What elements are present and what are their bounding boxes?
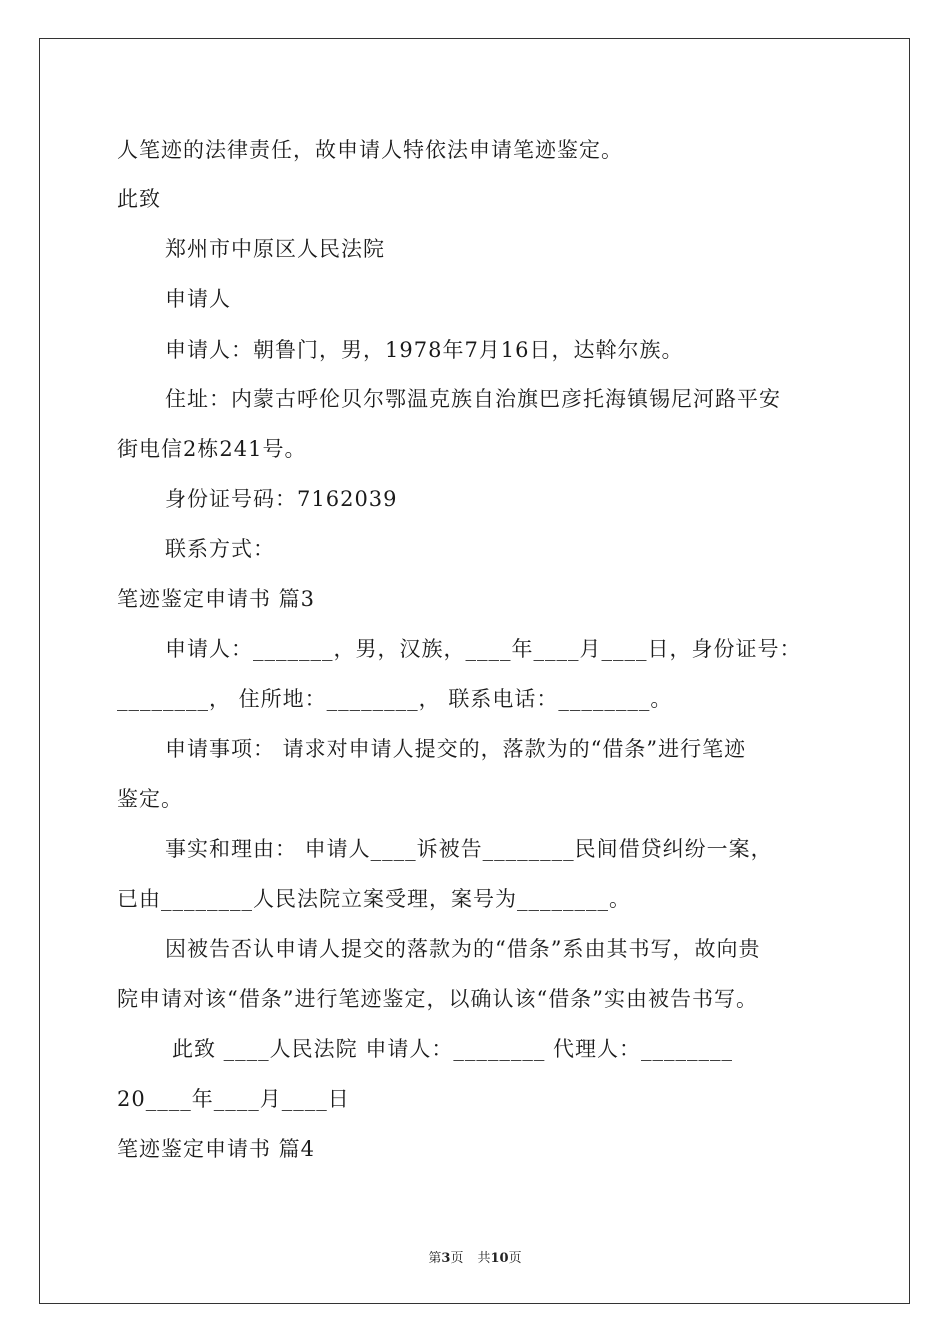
footer-page-current: 3 — [441, 1251, 451, 1266]
footer-page-prefix: 第 — [428, 1251, 442, 1266]
footer-total-prefix: 共 — [477, 1251, 491, 1266]
footer-total-unit: 页 — [508, 1251, 522, 1266]
text-line: 联系方式： — [165, 537, 275, 561]
section-heading: 笔迹鉴定申请书 篇3 — [117, 587, 316, 611]
text-line: 街电信2栋241号。 — [117, 437, 307, 461]
page-border — [39, 38, 910, 1304]
text-line: 人笔迹的法律责任，故申请人特依法申请笔迹鉴定。 — [117, 138, 623, 162]
text-line: 鉴定。 — [117, 787, 183, 811]
text-line: 住址：内蒙古呼伦贝尔鄂温克族自治旗巴彦托海镇锡尼河路平安 — [165, 387, 781, 411]
text-line: 申请人：_______，男，汉族，____年____月____日，身份证号： — [165, 637, 802, 661]
text-line: 申请人 — [165, 287, 231, 311]
text-line: 郑州市中原区人民法院 — [165, 237, 385, 261]
text-line: 身份证号码：7162039 — [165, 487, 398, 511]
section-heading: 笔迹鉴定申请书 篇4 — [117, 1137, 316, 1161]
text-line: 20____年____月____日 — [117, 1087, 350, 1111]
text-line: 申请事项： 请求对申请人提交的，落款为的“借条”进行笔迹 — [165, 737, 747, 761]
footer-page-unit: 页 — [450, 1251, 464, 1266]
text-line: 院申请对该“借条”进行笔迹鉴定，以确认该“借条”实由被告书写。 — [117, 987, 758, 1011]
text-line: 申请人：朝鲁门，男，1978年7月16日，达斡尔族。 — [165, 338, 684, 362]
text-line: 此致 ____人民法院 申请人：________ 代理人：________ — [172, 1037, 734, 1061]
text-line: ________， 住所地：________， 联系电话：________。 — [117, 687, 673, 711]
text-line: 此致 — [117, 187, 161, 211]
footer-page-total: 10 — [490, 1251, 509, 1266]
text-line: 事实和理由： 申请人____诉被告________民间借贷纠纷一案， — [165, 837, 773, 861]
text-line: 因被告否认申请人提交的落款为的“借条”系由其书写，故向贵 — [165, 937, 761, 961]
page-footer — [0, 1247, 950, 1266]
text-line: 已由________人民法院立案受理，案号为________。 — [117, 887, 631, 911]
